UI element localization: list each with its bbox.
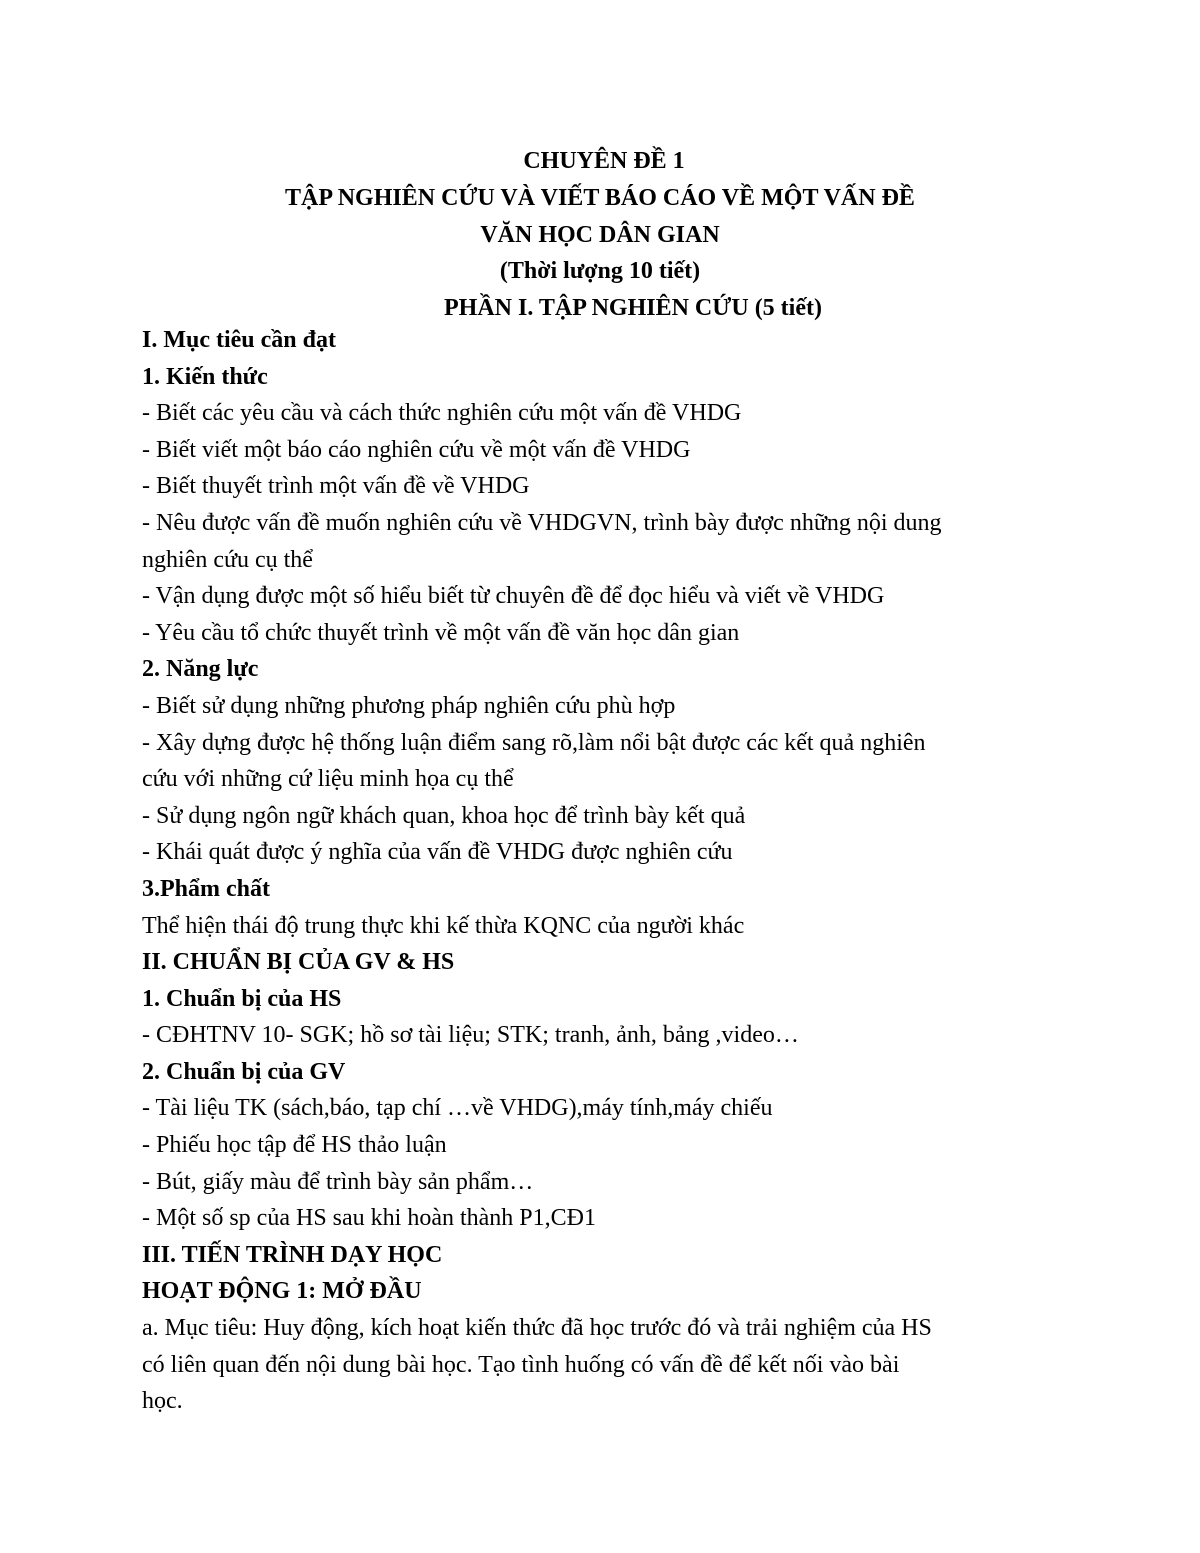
activity-heading: HOẠT ĐỘNG 1: MỞ ĐẦU <box>142 1278 422 1305</box>
quality-item: Thể hiện thái độ trung thực khi kế thừa KQNC của người khác <box>142 912 745 939</box>
subheading-knowledge: 1. Kiến thức <box>142 363 268 390</box>
knowledge-item: - Biết thuyết trình một vấn đề về VHDG <box>142 473 530 500</box>
document-body <box>142 322 1062 1420</box>
topic-number-heading: CHUYÊN ĐỀ 1 <box>523 148 685 174</box>
topic-title-line-2: VĂN HỌC DÂN GIAN <box>480 221 720 248</box>
teacher-preparation-item: - Một số sp của HS sau khi hoàn thành P1,CĐ1 <box>142 1205 596 1232</box>
knowledge-item: - Yêu cầu tổ chức thuyết trình về một vấn đề văn học dân gian <box>142 619 740 646</box>
knowledge-item: - Biết các yêu cầu và cách thức nghiên cứu một vấn đề VHDG <box>142 400 742 427</box>
activity-objective-line: học. <box>142 1388 183 1415</box>
section-heading-preparation: II. CHUẨN BỊ CỦA GV & HS <box>142 949 455 976</box>
part-heading: PHẦN I. TẬP NGHIÊN CỨU (5 tiết) <box>444 295 822 322</box>
competence-item: - Sử dụng ngôn ngữ khách quan, khoa học để trình bày kết quả <box>142 802 746 829</box>
subheading-teacher-preparation: 2. Chuẩn bị của GV <box>142 1058 346 1085</box>
student-preparation-item: - CĐHTNV 10- SGK; hồ sơ tài liệu; STK; tranh, ảnh, bảng ,video… <box>142 1022 799 1049</box>
section-heading-objectives: I. Mục tiêu cần đạt <box>142 327 336 353</box>
subheading-competence: 2. Năng lực <box>142 656 259 683</box>
competence-item-continuation: cứu với những cứ liệu minh họa cụ thể <box>142 766 514 793</box>
section-heading-teaching-process: III. TIẾN TRÌNH DẠY HỌC <box>142 1241 443 1268</box>
knowledge-item: - Biết viết một báo cáo nghiên cứu về một vấn đề VHDG <box>142 436 691 463</box>
teacher-preparation-item: - Tài liệu TK (sách,báo, tạp chí …về VHDG),máy tính,máy chiếu <box>142 1095 773 1122</box>
competence-item: - Khái quát được ý nghĩa của vấn đề VHDG được nghiên cứu <box>142 839 733 866</box>
subheading-student-preparation: 1. Chuẩn bị của HS <box>142 985 342 1012</box>
activity-objective-line: a. Mục tiêu: Huy động, kích hoạt kiến thức đã học trước đó và trải nghiệm của HS <box>142 1315 932 1342</box>
teacher-preparation-item: - Bút, giấy màu để trình bày sản phẩm… <box>142 1168 534 1195</box>
activity-objective-line: có liên quan đến nội dung bài học. Tạo tình huống có vấn đề để kết nối vào bài <box>142 1351 900 1378</box>
topic-title-line-1: TẬP NGHIÊN CỨU VÀ VIẾT BÁO CÁO VỀ MỘT VẤN ĐỀ <box>285 184 915 211</box>
teacher-preparation-item: - Phiếu học tập để HS thảo luận <box>142 1132 447 1159</box>
competence-item: - Xây dựng được hệ thống luận điểm sang rõ,làm nổi bật được các kết quả nghiên <box>142 729 926 756</box>
knowledge-item: - Vận dụng được một số hiểu biết từ chuyên đề để đọc hiểu và viết về VHDG <box>142 583 885 610</box>
subheading-quality: 3.Phẩm chất <box>142 875 270 902</box>
knowledge-item-continuation: nghiên cứu cụ thể <box>142 546 313 573</box>
duration-note: (Thời lượng 10 tiết) <box>499 258 701 285</box>
knowledge-item: - Nêu được vấn đề muốn nghiên cứu về VHDGVN, trình bày được những nội dung <box>142 509 942 536</box>
competence-item: - Biết sử dụng những phương pháp nghiên cứu phù hợp <box>142 692 676 719</box>
document-title-block <box>0 143 1200 327</box>
